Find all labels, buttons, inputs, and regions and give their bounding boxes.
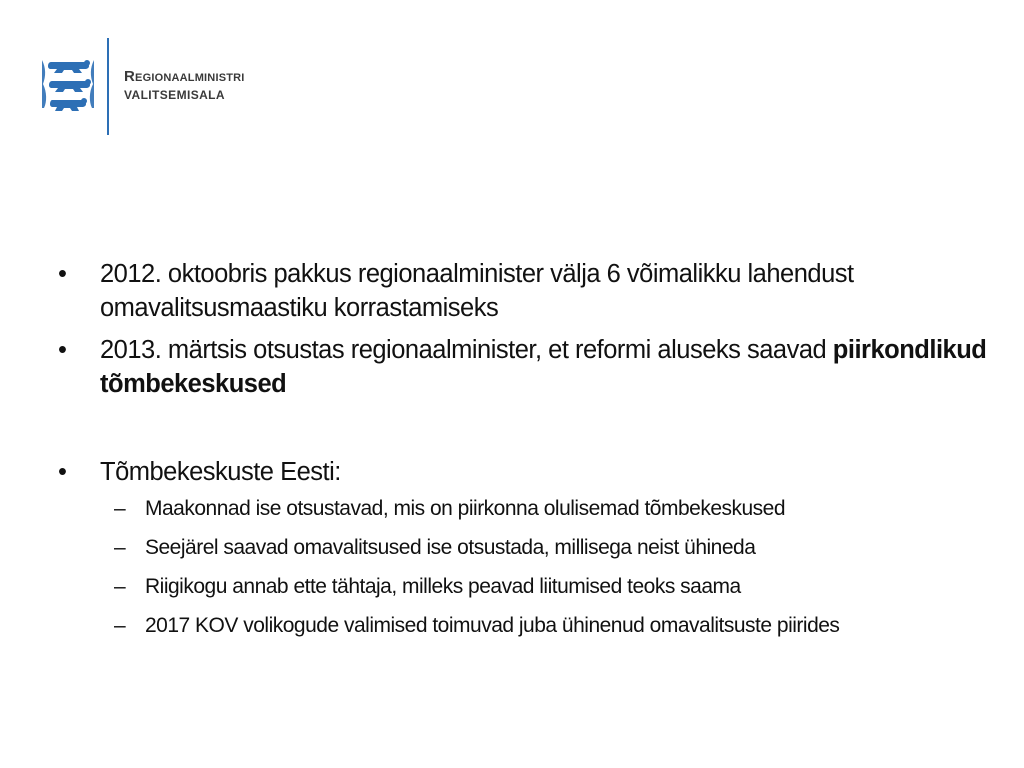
logo-divider xyxy=(107,38,109,135)
ministry-logo xyxy=(40,38,300,138)
bullet-marker: • xyxy=(58,260,67,288)
sub-item-text: 2017 KOV volikogude valimised toimuvad juba ühinenud omavalitsuste piirides xyxy=(145,614,840,637)
bullet-text: 2012. oktoobris pakkus regionaalminister välja 6 võimalikku lahendust omavalitsusmaastiku korrastamiseks xyxy=(100,260,854,322)
sub-item-marker: – xyxy=(114,614,126,637)
bullet-bold-text: piirkondlikud tõmbekeskused xyxy=(100,336,987,398)
sub-item-text: Maakonnad ise otsustavad, mis on piirkonna olulisemad tõmbekeskused xyxy=(145,497,786,520)
sub-item-text: Seejärel saavad omavalitsused ise otsustada, millisega neist ühineda xyxy=(145,536,756,559)
sub-item xyxy=(58,612,988,640)
bullet-text: Tõmbekeskuste Eesti: xyxy=(100,458,341,486)
ministry-name xyxy=(124,68,245,104)
bullet-marker: • xyxy=(58,336,67,364)
spacer xyxy=(58,409,988,455)
sub-item xyxy=(58,573,988,601)
estonian-coat-of-arms-icon xyxy=(40,52,96,120)
sub-item-marker: – xyxy=(114,575,126,598)
bullet-text: 2013. märtsis otsustas regionaalminister, et reformi aluseks saavad xyxy=(100,336,833,364)
bullet-item xyxy=(58,333,988,401)
bullet-item xyxy=(58,257,988,325)
sub-item xyxy=(58,534,988,562)
sub-item-text: Riigikogu annab ette tähtaja, milleks peavad liitumised teoks saama xyxy=(145,575,741,598)
bullet-marker: • xyxy=(58,458,67,486)
slide-body xyxy=(58,257,988,651)
sub-item-marker: – xyxy=(114,536,126,559)
sub-item xyxy=(58,495,988,523)
bullet-item xyxy=(58,455,988,489)
sub-item-marker: – xyxy=(114,497,126,520)
ministry-name-line2: VALITSEMISALA xyxy=(124,88,225,102)
ministry-name-line1: Regionaalministri xyxy=(124,68,245,85)
